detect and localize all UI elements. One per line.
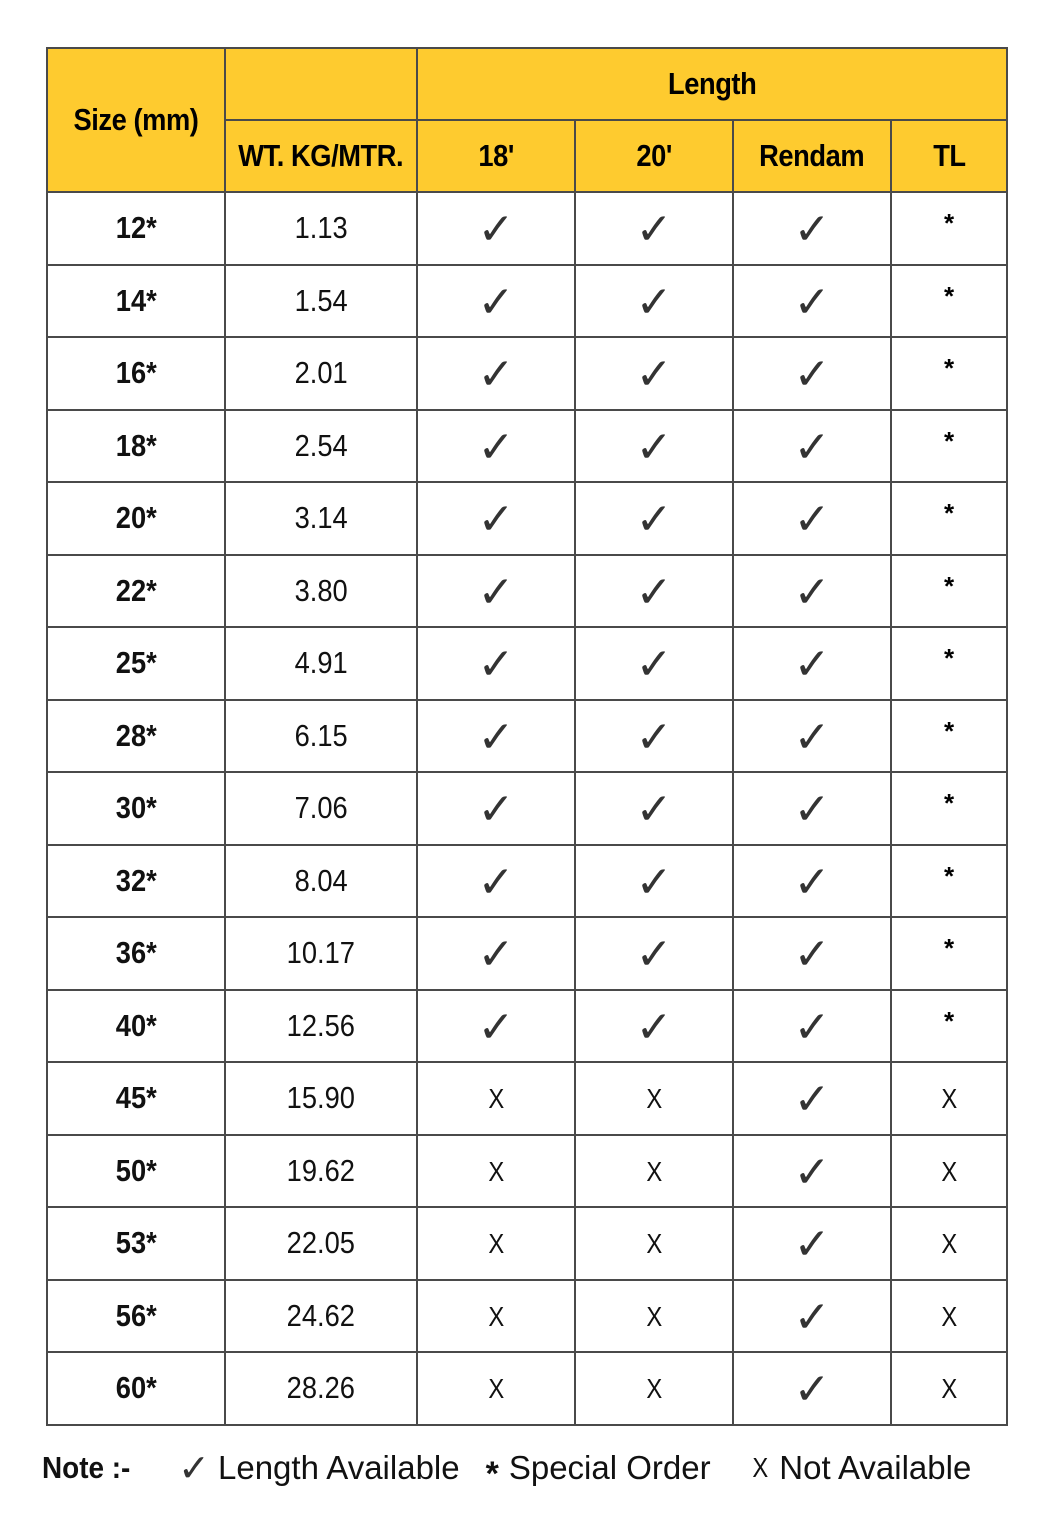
x-icon: X [941,1083,957,1115]
weight-value: 10.17 [286,935,356,971]
size-value: 36* [115,935,157,971]
cell-length-18 [417,917,575,990]
cell-weight [225,990,417,1063]
header-length-label: Length [667,66,757,101]
cell-tl [891,410,1007,483]
cell-length-18 [417,1352,575,1425]
header-length-18 [417,120,575,192]
size-value: 18* [115,427,157,463]
cell-rendam [733,772,891,845]
weight-value: 15.90 [286,1080,356,1116]
cell-length-20 [575,1280,733,1353]
cell-weight [225,482,417,555]
cell-length-20 [575,627,733,700]
check-icon: ✓ [793,349,831,401]
check-icon: ✓ [793,566,831,618]
cell-length-20 [575,990,733,1063]
header-size [47,48,225,192]
cell-tl [891,192,1007,265]
check-icon: ✓ [635,856,673,908]
x-icon: X [488,1083,504,1115]
asterisk-icon: * [943,425,955,456]
check-icon: ✓ [793,784,831,836]
cell-tl [891,917,1007,990]
cell-tl [891,1280,1007,1353]
table-row [47,192,1007,265]
cell-length-20 [575,1135,733,1208]
size-value: 25* [115,645,157,681]
size-value: 45* [115,1080,157,1116]
weight-value: 6.15 [294,717,348,753]
table-row [47,1062,1007,1135]
cell-length-18 [417,845,575,918]
cell-length-20 [575,1207,733,1280]
check-icon: ✓ [793,639,831,691]
x-icon: X [646,1155,662,1187]
cell-size [47,845,225,918]
cell-size [47,627,225,700]
asterisk-icon: * [485,1454,499,1493]
cell-weight [225,337,417,410]
cell-weight [225,1207,417,1280]
cell-rendam [733,410,891,483]
check-icon: ✓ [793,1074,831,1126]
check-icon: ✓ [178,1446,210,1490]
check-icon: ✓ [477,276,515,328]
check-icon: ✓ [477,421,515,473]
weight-value: 8.04 [294,862,348,898]
cell-tl [891,482,1007,555]
cell-tl [891,1207,1007,1280]
weight-value: 2.01 [294,355,348,391]
header-18-label: 18' [478,138,514,173]
size-value: 60* [115,1370,157,1406]
cell-length-20 [575,700,733,773]
cell-tl [891,990,1007,1063]
x-icon: X [941,1300,957,1332]
asterisk-icon: * [943,860,955,891]
x-icon: X [752,1452,768,1483]
table-row [47,1207,1007,1280]
cell-size [47,1062,225,1135]
check-icon: ✓ [635,204,673,256]
check-icon: ✓ [635,276,673,328]
cell-length-18 [417,555,575,628]
x-icon: X [941,1373,957,1405]
cell-length-18 [417,1135,575,1208]
header-length-20 [575,120,733,192]
cell-size [47,410,225,483]
cell-length-18 [417,265,575,338]
cell-tl [891,1352,1007,1425]
size-value: 12* [115,210,157,246]
check-icon: ✓ [477,349,515,401]
weight-value: 3.80 [294,572,348,608]
cell-length-18 [417,1280,575,1353]
check-icon: ✓ [635,1001,673,1053]
check-icon: ✓ [635,421,673,473]
size-value: 28* [115,717,157,753]
cell-tl [891,265,1007,338]
size-weight-table [46,47,1008,1426]
table-row [47,990,1007,1063]
legend-not-available: Not Available [779,1449,972,1486]
cell-length-20 [575,1062,733,1135]
check-icon: ✓ [635,494,673,546]
header-length-rendam [733,120,891,192]
cell-length-20 [575,1352,733,1425]
x-icon: X [488,1228,504,1260]
cell-rendam [733,192,891,265]
header-length-tl [891,120,1007,192]
cell-length-18 [417,1062,575,1135]
x-icon: X [646,1300,662,1332]
check-icon: ✓ [635,566,673,618]
check-icon: ✓ [793,929,831,981]
cell-rendam [733,1207,891,1280]
check-icon: ✓ [477,856,515,908]
cell-rendam [733,482,891,555]
table-row [47,772,1007,845]
header-rendam-label: Rendam [759,138,865,173]
cell-length-20 [575,192,733,265]
check-icon: ✓ [793,1291,831,1343]
table-row [47,627,1007,700]
cell-rendam [733,1352,891,1425]
check-icon: ✓ [477,929,515,981]
cell-length-18 [417,410,575,483]
cell-size [47,192,225,265]
cell-size [47,1280,225,1353]
asterisk-icon: * [943,1005,955,1036]
cell-weight [225,1062,417,1135]
cell-length-20 [575,772,733,845]
table-row [47,917,1007,990]
size-value: 53* [115,1225,157,1261]
table-row [47,700,1007,773]
cell-length-18 [417,627,575,700]
check-icon: ✓ [477,204,515,256]
check-icon: ✓ [477,784,515,836]
check-icon: ✓ [793,494,831,546]
legend-special-order: Special Order [508,1449,711,1486]
check-icon: ✓ [793,204,831,256]
weight-value: 12.56 [286,1007,356,1043]
cell-weight [225,410,417,483]
cell-size [47,772,225,845]
check-icon: ✓ [635,784,673,836]
check-icon: ✓ [477,566,515,618]
cell-size [47,555,225,628]
asterisk-icon: * [943,208,955,239]
table-row [47,265,1007,338]
size-value: 14* [115,282,157,318]
table-row [47,1135,1007,1208]
cell-size [47,482,225,555]
header-20-label: 20' [636,138,672,173]
x-icon: X [941,1155,957,1187]
weight-value: 1.54 [294,282,348,318]
table-row [47,410,1007,483]
cell-size [47,265,225,338]
table-row [47,845,1007,918]
header-blank [225,48,417,120]
cell-weight [225,192,417,265]
cell-size [47,1135,225,1208]
cell-rendam [733,627,891,700]
cell-rendam [733,917,891,990]
check-icon: ✓ [793,1001,831,1053]
size-value: 20* [115,500,157,536]
cell-weight [225,265,417,338]
weight-value: 24.62 [286,1297,356,1333]
cell-weight [225,555,417,628]
table-row [47,1352,1007,1425]
cell-length-18 [417,700,575,773]
check-icon: ✓ [635,711,673,763]
legend-length-available: Length Available [218,1449,460,1486]
check-icon: ✓ [793,421,831,473]
cell-size [47,700,225,773]
cell-rendam [733,845,891,918]
cell-weight [225,772,417,845]
check-icon: ✓ [793,856,831,908]
x-icon: X [488,1373,504,1405]
cell-tl [891,337,1007,410]
check-icon: ✓ [793,1146,831,1198]
cell-tl [891,555,1007,628]
asterisk-icon: * [943,498,955,529]
cell-length-18 [417,482,575,555]
cell-size [47,990,225,1063]
cell-length-20 [575,917,733,990]
asterisk-icon: * [943,715,955,746]
size-value: 30* [115,790,157,826]
cell-rendam [733,1062,891,1135]
check-icon: ✓ [477,494,515,546]
cell-rendam [733,1280,891,1353]
check-icon: ✓ [635,639,673,691]
weight-value: 7.06 [294,790,348,826]
cell-length-18 [417,772,575,845]
cell-length-18 [417,337,575,410]
cell-rendam [733,990,891,1063]
header-row-top [47,48,1007,120]
check-icon: ✓ [477,639,515,691]
asterisk-icon: * [943,643,955,674]
table-body [47,192,1007,1425]
check-icon: ✓ [635,929,673,981]
check-icon: ✓ [793,276,831,328]
cell-rendam [733,337,891,410]
size-value: 50* [115,1152,157,1188]
size-value: 40* [115,1007,157,1043]
cell-rendam [733,1135,891,1208]
header-tl-label: TL [932,138,966,173]
asterisk-icon: * [943,570,955,601]
weight-value: 2.54 [294,427,348,463]
header-length-group [417,48,1007,120]
table-row [47,555,1007,628]
cell-weight [225,700,417,773]
x-icon: X [646,1373,662,1405]
asterisk-icon: * [943,353,955,384]
header-weight-label: WT. KG/MTR. [238,138,404,173]
cell-weight [225,917,417,990]
x-icon: X [646,1228,662,1260]
table-row [47,337,1007,410]
x-icon: X [488,1155,504,1187]
legend-note [42,1446,972,1493]
weight-value: 22.05 [286,1225,356,1261]
cell-length-18 [417,1207,575,1280]
cell-tl [891,1135,1007,1208]
asterisk-icon: * [943,933,955,964]
cell-tl [891,700,1007,773]
check-icon: ✓ [477,711,515,763]
size-value: 16* [115,355,157,391]
x-icon: X [646,1083,662,1115]
size-weight-table-container [46,47,1006,1426]
cell-length-20 [575,337,733,410]
cell-tl [891,772,1007,845]
header-size-label: Size (mm) [73,102,199,137]
cell-size [47,1207,225,1280]
check-icon: ✓ [793,1219,831,1271]
weight-value: 1.13 [294,210,348,246]
check-icon: ✓ [477,1001,515,1053]
cell-rendam [733,265,891,338]
cell-length-18 [417,192,575,265]
weight-value: 3.14 [294,500,348,536]
x-icon: X [941,1228,957,1260]
weight-value: 28.26 [286,1370,356,1406]
cell-length-20 [575,410,733,483]
cell-tl [891,1062,1007,1135]
cell-weight [225,1280,417,1353]
size-value: 22* [115,572,157,608]
cell-length-20 [575,265,733,338]
cell-size [47,917,225,990]
cell-size [47,1352,225,1425]
cell-tl [891,627,1007,700]
cell-length-18 [417,990,575,1063]
header-weight [225,120,417,192]
note-label: Note :- [42,1450,131,1485]
cell-weight [225,845,417,918]
size-value: 56* [115,1297,157,1333]
cell-length-20 [575,555,733,628]
x-icon: X [488,1300,504,1332]
cell-rendam [733,700,891,773]
check-icon: ✓ [793,711,831,763]
size-value: 32* [115,862,157,898]
cell-weight [225,627,417,700]
cell-rendam [733,555,891,628]
check-icon: ✓ [793,1364,831,1416]
table-row [47,482,1007,555]
cell-size [47,337,225,410]
check-icon: ✓ [635,349,673,401]
cell-length-20 [575,482,733,555]
asterisk-icon: * [943,788,955,819]
table-row [47,1280,1007,1353]
cell-length-20 [575,845,733,918]
asterisk-icon: * [943,280,955,311]
weight-value: 19.62 [286,1152,356,1188]
cell-weight [225,1352,417,1425]
cell-weight [225,1135,417,1208]
cell-tl [891,845,1007,918]
weight-value: 4.91 [294,645,348,681]
